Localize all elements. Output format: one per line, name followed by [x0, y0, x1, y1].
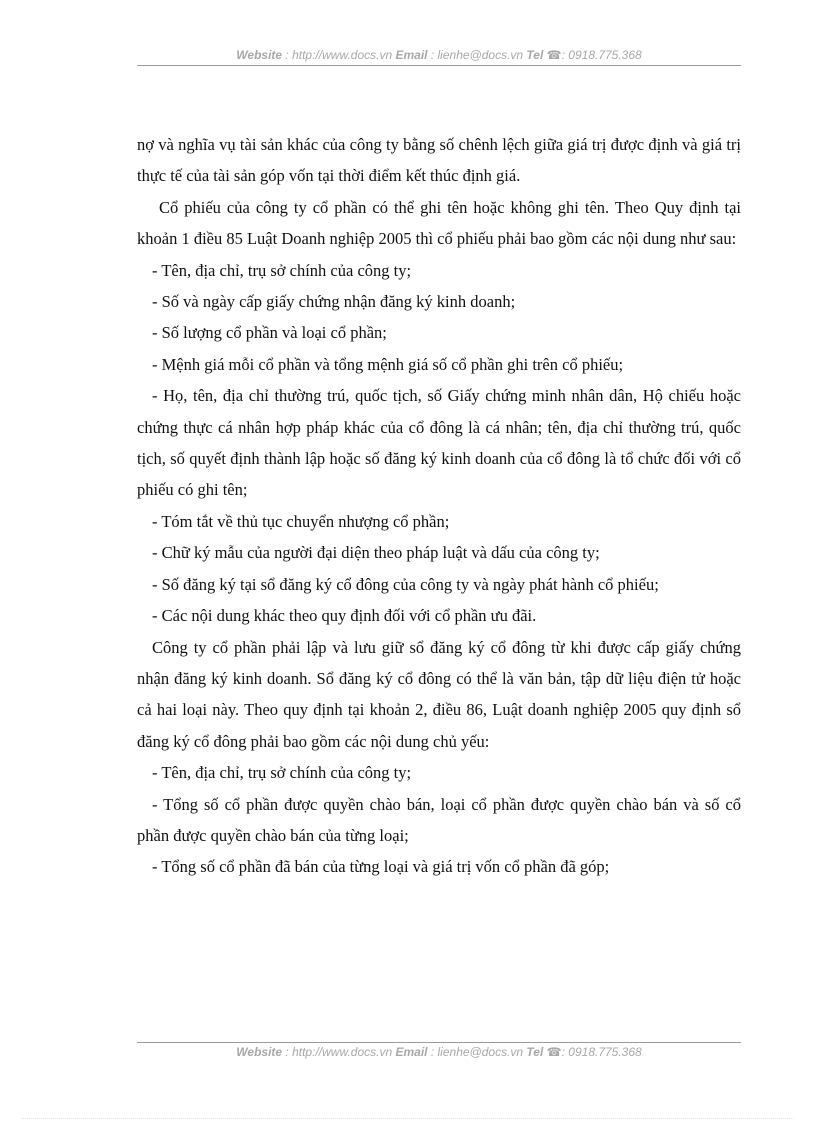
- list-item: - Tổng số cổ phần đã bán của từng loại và giá trị vốn cổ phần đã góp;: [152, 857, 610, 877]
- footer-tel-value: : 0918.775.368: [561, 1045, 642, 1059]
- header-website-label: Website: [236, 48, 283, 62]
- list-item: - Tổng số cổ phần được quyền chào bán, loại cổ phần được quyền chào bán và số cổ phần được quyền chào bán của từng loại;: [137, 794, 741, 845]
- list-item: - Mệnh giá mỗi cổ phần và tổng mệnh giá số cổ phần ghi trên cổ phiếu;: [152, 354, 624, 374]
- footer-website-value: : http://www.docs.vn: [285, 1045, 393, 1059]
- phone-icon: ☎: [546, 1045, 562, 1059]
- footer-tel-label: Tel: [526, 1045, 544, 1059]
- list-item: - Các nội dung khác theo quy định đối với cổ phần ưu đãi.: [152, 606, 537, 626]
- footer-email-label: Email: [395, 1045, 428, 1059]
- phone-icon: ☎: [546, 48, 562, 62]
- list-item: - Chữ ký mẫu của người đại diện theo pháp luật và dấu của công ty;: [152, 543, 600, 563]
- footer-website-label: Website: [236, 1045, 283, 1059]
- page-footer: [137, 1042, 741, 1062]
- page-edge-divider: [22, 1118, 794, 1119]
- paragraph: Công ty cổ phần phải lập và lưu giữ sổ đăng ký cổ đông từ khi được cấp giấy chứng nhận đăng ký kinh doanh. Sổ đăng ký cổ đông có thể là văn bản, tập dữ liệu điện tử hoặc cả hai loại này. Theo quy định tại khoản 2, điều 86, Luật doanh nghiệp 2005 quy định sổ đăng ký cổ đông phải bao gồm các nội dung chủ yếu:: [137, 637, 741, 751]
- page-header: [137, 48, 741, 66]
- header-email-value: : lienhe@docs.vn: [430, 48, 524, 62]
- header-website-value: : http://www.docs.vn: [285, 48, 393, 62]
- paragraph: Cổ phiếu của công ty cổ phần có thể ghi tên hoặc không ghi tên. Theo Quy định tại khoản 1 điều 85 Luật Doanh nghiệp 2005 thì cổ phiếu phải bao gồm các nội dung như sau:: [137, 197, 741, 249]
- header-tel-value: : 0918.775.368: [561, 48, 642, 62]
- paragraph: nợ và nghĩa vụ tài sản khác của công ty bằng số chênh lệch giữa giá trị được định và giá trị thực tế của tài sản góp vốn tại thời điểm kết thúc định giá.: [137, 135, 741, 186]
- list-item: - Số lượng cổ phần và loại cổ phần;: [152, 323, 387, 343]
- document-body: [137, 129, 741, 883]
- list-item: - Số và ngày cấp giấy chứng nhận đăng ký kinh doanh;: [152, 292, 516, 312]
- list-item: - Tên, địa chỉ, trụ sở chính của công ty;: [152, 260, 412, 280]
- footer-email-value: : lienhe@docs.vn: [430, 1045, 524, 1059]
- list-item: - Số đăng ký tại sổ đăng ký cổ đông của công ty và ngày phát hành cổ phiếu;: [152, 574, 659, 594]
- header-email-label: Email: [395, 48, 428, 62]
- list-item: - Họ, tên, địa chỉ thường trú, quốc tịch, số Giấy chứng minh nhân dân, Hộ chiếu hoặc chứng thực cá nhân hợp pháp khác của cổ đông là cá nhân; tên, địa chỉ thường trú, quốc tịch, số quyết định thành lập hoặc số đăng ký kinh doanh của cổ đông là tổ chức đối với cổ phiếu có ghi tên;: [137, 386, 741, 500]
- list-item: - Tên, địa chỉ, trụ sở chính của công ty;: [152, 763, 412, 783]
- header-tel-label: Tel: [526, 48, 544, 62]
- list-item: - Tóm tắt về thủ tục chuyển nhượng cổ phần;: [152, 511, 450, 531]
